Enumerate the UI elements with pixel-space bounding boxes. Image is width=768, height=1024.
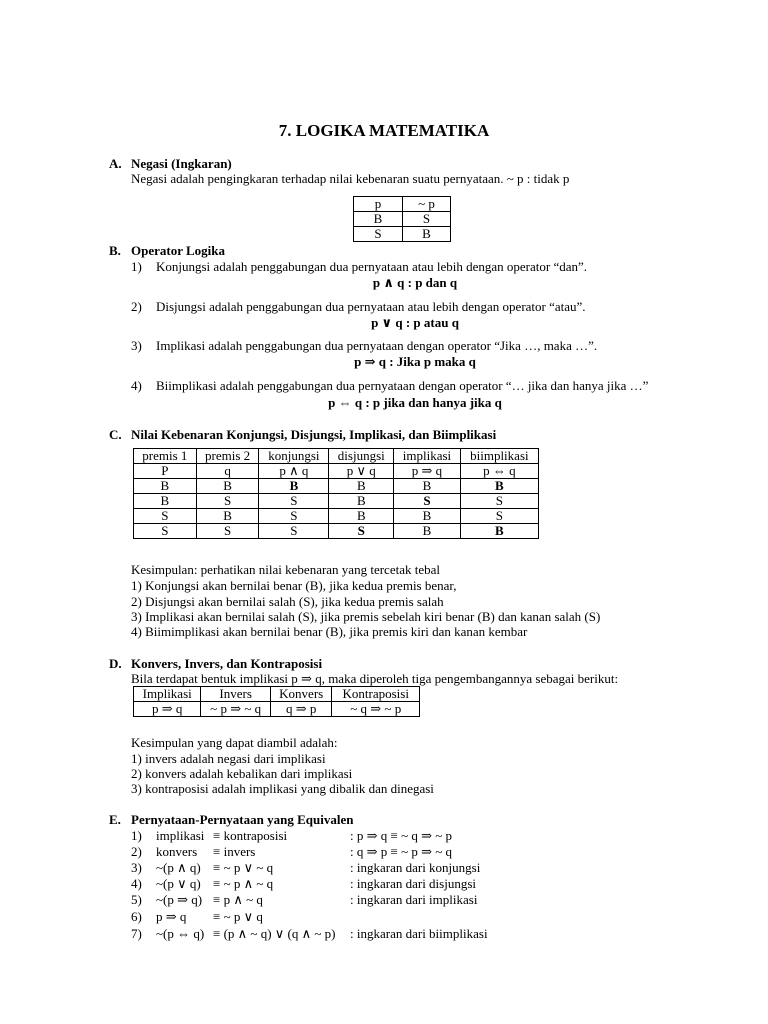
section-letter: C. [109, 427, 122, 442]
equivalence-left: ~(p ⇔ q) [156, 926, 205, 941]
table-header-cell: q [196, 464, 259, 479]
table-cell: q ⇒ p [270, 702, 332, 717]
table-header-cell: p ∨ q [329, 464, 394, 479]
table-cell: S [460, 509, 538, 524]
table-cell: S [403, 212, 451, 227]
table-cell: S [354, 227, 403, 242]
item-number: 1) [131, 259, 142, 274]
table-cell: S [394, 494, 461, 509]
formula-konjungsi: p ∧ q : p dan q [372, 275, 458, 290]
equivalence-row [131, 828, 531, 844]
item-number: 5) [131, 892, 142, 907]
table-header-cell: Kontraposisi [332, 687, 420, 702]
equivalence-right: : q ⇒ p ≡ ~ p ⇒ ~ q [350, 844, 453, 859]
table-header-cell: Konvers [270, 687, 332, 702]
equivalence-mid: ≡ kontraposisi [213, 828, 288, 843]
equivalence-mid: ≡ ~ p ∨ ~ q [213, 860, 274, 875]
item-number: 7) [131, 926, 142, 941]
equivalence-left: ~(p ⇒ q) [156, 892, 203, 907]
table-cell: S [134, 524, 197, 539]
table-cell: B [134, 479, 197, 494]
table-cell: ~ p ⇒ ~ q [201, 702, 271, 717]
equivalence-left: ~(p ∨ q) [156, 876, 201, 891]
table-cell: S [134, 509, 197, 524]
table-header-cell: ~ p [403, 197, 451, 212]
table-cell: B [403, 227, 451, 242]
conclusion-title: Kesimpulan: perhatikan nilai kebenaran yang tercetak tebal [131, 562, 440, 577]
table-cell: B [460, 524, 538, 539]
table-cell: B [196, 509, 259, 524]
equivalence-mid: ≡ (p ∧ ~ q) ∨ (q ∧ ~ p) [213, 926, 336, 941]
equivalence-row [131, 909, 531, 925]
section-letter: B. [109, 243, 121, 258]
conclusion-line: 1) invers adalah negasi dari implikasi [131, 751, 326, 766]
conclusion-line: 4) Biimimplikasi akan bernilai benar (B), jika premis kiri dan kanan kembar [131, 624, 528, 639]
item-number: 2) [131, 299, 142, 314]
table-cell: S [259, 509, 329, 524]
section-title: Nilai Kebenaran Konjungsi, Disjungsi, Implikasi, dan Biimplikasi [131, 427, 497, 442]
table-cell: ~ q ⇒ ~ p [332, 702, 420, 717]
operator-item [131, 338, 597, 354]
item-number: 1) [131, 828, 142, 843]
section-title: Operator Logika [131, 243, 226, 258]
item-number: 6) [131, 909, 142, 924]
operator-item [131, 378, 648, 394]
table-cell: B [329, 479, 394, 494]
table-header-cell: p ⇒ q [394, 464, 461, 479]
equivalence-row [131, 860, 531, 876]
equivalence-mid: ≡ p ∧ ~ q [213, 892, 263, 907]
table-cell: B [134, 494, 197, 509]
table-cell: B [460, 479, 538, 494]
equivalence-right: : ingkaran dari konjungsi [350, 860, 481, 875]
converse-table [133, 686, 420, 717]
conclusion-line: 3) kontraposisi adalah implikasi yang dibalik dan dinegasi [131, 781, 434, 796]
equivalence-mid: ≡ ~ p ∧ ~ q [213, 876, 274, 891]
conclusion-title: Kesimpulan yang dapat diambil adalah: [131, 735, 338, 750]
section-letter: D. [109, 656, 122, 671]
table-cell: S [259, 494, 329, 509]
conclusion-line: 1) Konjungsi akan bernilai benar (B), jika kedua premis benar, [131, 578, 457, 593]
section-e-heading [109, 812, 353, 828]
table-header-cell: implikasi [394, 449, 461, 464]
table-cell: B [329, 494, 394, 509]
table-cell: B [259, 479, 329, 494]
item-text: Biimplikasi adalah penggabungan dua pernyataan dengan operator “… jika dan hanya jika …” [156, 378, 649, 393]
table-cell: S [259, 524, 329, 539]
section-letter: A. [109, 156, 122, 171]
table-header-cell: p ∧ q [259, 464, 329, 479]
table-cell: B [329, 509, 394, 524]
table-header-cell: biimplikasi [460, 449, 538, 464]
formula-implikasi: p ⇒ q : Jika p maka q [354, 354, 476, 369]
conclusion-line: 3) Implikasi akan bernilai salah (S), jika premis sebelah kiri benar (B) dan kanan salah (S) [131, 609, 601, 624]
table-cell: B [196, 479, 259, 494]
equivalence-row [131, 844, 531, 860]
equivalence-mid: ≡ invers [213, 844, 256, 859]
table-header-cell: Invers [201, 687, 271, 702]
table-header-cell: p [354, 197, 403, 212]
item-number: 3) [131, 860, 142, 875]
table-cell: p ⇒ q [134, 702, 201, 717]
conclusion-line: 2) Disjungsi akan bernilai salah (S), jika kedua premis salah [131, 594, 444, 609]
table-header-cell: Implikasi [134, 687, 201, 702]
table-header-cell: disjungsi [329, 449, 394, 464]
equivalence-right: : ingkaran dari implikasi [350, 892, 478, 907]
table-header-cell: premis 2 [196, 449, 259, 464]
section-a-heading [109, 156, 232, 172]
table-cell: S [460, 494, 538, 509]
formula-biimplikasi: p ⇔ q : p jika dan hanya jika q [328, 395, 502, 410]
negasi-table [353, 196, 451, 242]
section-b-heading [109, 243, 225, 259]
item-number: 4) [131, 876, 142, 891]
table-header-cell: premis 1 [134, 449, 197, 464]
section-letter: E. [109, 812, 121, 827]
equivalence-row [131, 876, 531, 892]
section-d-heading [109, 656, 322, 672]
table-cell: B [394, 509, 461, 524]
equivalence-right: : p ⇒ q ≡ ~ q ⇒ ~ p [350, 828, 453, 843]
equivalence-mid: ≡ ~ p ∨ q [213, 909, 263, 924]
equivalence-left: implikasi [156, 828, 205, 843]
page-title: 7. LOGIKA MATEMATIKA [278, 121, 490, 140]
table-cell: S [329, 524, 394, 539]
table-header-cell: P [134, 464, 197, 479]
equivalence-left: p ⇒ q [156, 909, 187, 924]
item-text: Implikasi adalah penggabungan dua pernyataan dengan operator “Jika …, maka …”. [156, 338, 598, 353]
table-header-cell: p ⇔ q [460, 464, 538, 479]
equivalence-row [131, 926, 531, 942]
section-title: Pernyataan-Pernyataan yang Equivalen [131, 812, 354, 827]
item-number: 2) [131, 844, 142, 859]
negasi-definition: Negasi adalah pengingkaran terhadap nilai kebenaran suatu pernyataan. ~ p : tidak p [131, 171, 570, 186]
equivalence-right: : ingkaran dari biimplikasi [350, 926, 488, 941]
table-cell: S [196, 524, 259, 539]
table-header-cell: konjungsi [259, 449, 329, 464]
implication-intro: Bila terdapat bentuk implikasi p ⇒ q, maka diperoleh tiga pengembangannya sebagai berikut: [131, 671, 619, 686]
table-cell: S [196, 494, 259, 509]
section-title: Konvers, Invers, dan Kontraposisi [131, 656, 323, 671]
item-text: Disjungsi adalah penggabungan dua pernyataan atau lebih dengan operator “atau”. [156, 299, 586, 314]
formula-disjungsi: p ∨ q : p atau q [371, 315, 459, 330]
item-text: Konjungsi adalah penggabungan dua pernyataan atau lebih dengan operator “dan”. [156, 259, 587, 274]
equivalence-row [131, 892, 531, 908]
item-number: 3) [131, 338, 142, 353]
operator-item [131, 259, 587, 275]
conclusion-line: 2) konvers adalah kebalikan dari implikasi [131, 766, 353, 781]
table-cell: B [394, 479, 461, 494]
equivalence-right: : ingkaran dari disjungsi [350, 876, 477, 891]
equivalence-left: konvers [156, 844, 198, 859]
operator-item [131, 299, 586, 315]
table-cell: B [354, 212, 403, 227]
truth-table [133, 448, 539, 539]
section-c-heading [109, 427, 496, 443]
section-title: Negasi (Ingkaran) [131, 156, 232, 171]
equivalence-left: ~(p ∧ q) [156, 860, 201, 875]
table-cell: B [394, 524, 461, 539]
item-number: 4) [131, 378, 142, 393]
